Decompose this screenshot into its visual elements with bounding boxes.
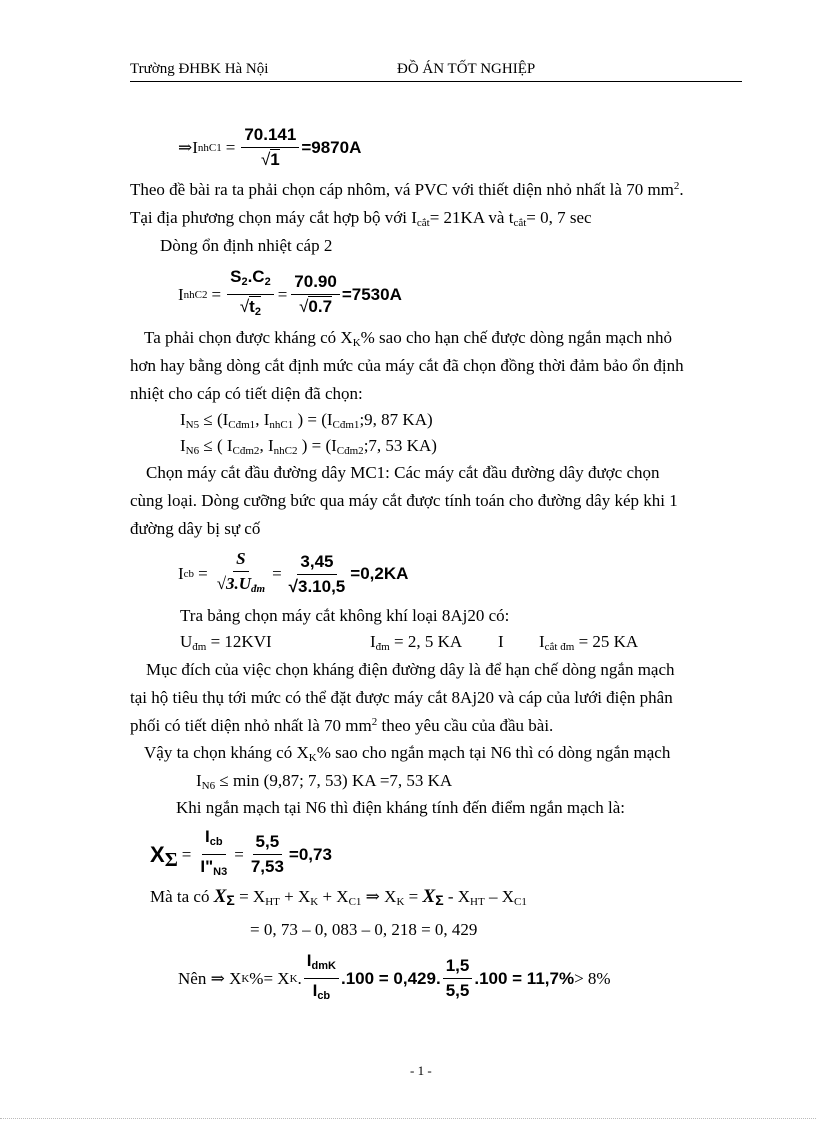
text-span: I [178, 284, 184, 304]
text-span: K [396, 896, 405, 908]
text-span: ;9, 87 KA) [359, 410, 433, 429]
text-span: K [241, 972, 250, 985]
text-span: cắt [513, 217, 527, 229]
paragraph-reactance: Khi ngắn mạch tại N6 thì điện kháng tính đến điểm ngắn mạch là: [176, 798, 625, 817]
text-span: 1 [270, 150, 280, 169]
text-span: I [180, 436, 186, 455]
text-span: ≤ ( I [199, 436, 233, 455]
text-span: 70.90 [291, 271, 340, 295]
text-span: I [312, 981, 318, 1000]
text-span: 7,53 [250, 857, 284, 876]
equation-xk-value: = 0, 73 – 0, 083 – 0, 218 = 0, 429 [250, 920, 478, 939]
paragraph-purpose-2: tại hộ tiêu thụ tới mức có thể đặt được máy cắt 8Aj20 và cáp của lưới điện phân [130, 688, 673, 707]
text-span: Cđm1 [332, 419, 360, 431]
text-span: . [679, 180, 684, 199]
text-span: =0,73 [288, 844, 332, 864]
text-span: = [225, 137, 236, 157]
text-span: 2 [241, 276, 248, 288]
text-span: %= X [249, 968, 290, 988]
text-span: Cđm2 [232, 445, 260, 457]
paragraph-purpose: Mục đích của việc chọn kháng điện đường dây là để hạn chế dòng ngắn mạch [146, 660, 675, 679]
paragraph-reactor-choice-2: hơn hay bằng dòng cắt định mức của máy cắt đã chọn đồng thời đảm bảo ổn định [130, 356, 684, 375]
breaker-ratings [180, 632, 740, 656]
header-school: Trường ĐHBK Hà Nội [130, 61, 269, 77]
header-rule [130, 81, 742, 82]
text-span: 2 [254, 306, 261, 318]
paragraph-reactor-select [144, 743, 670, 764]
equation-inhc1: ⇒I nhC1 = $\frac{70.141}{√1}$ =9870A [178, 125, 362, 169]
text-span: N5 [185, 419, 200, 431]
text-span: I [539, 632, 545, 651]
text-span: .100 = 11,7% [474, 968, 575, 988]
text-span: ;7, 53 KA) [363, 436, 437, 455]
inequality-n5 [180, 410, 433, 431]
paragraph-mc1-3: đường dây bị sự cố [130, 519, 261, 538]
text-span: = 12KVI [206, 632, 272, 651]
text-span: = [404, 887, 423, 906]
text-span: nhC2 [183, 288, 208, 301]
text-span: nhC2 [273, 445, 298, 457]
text-span: = [211, 284, 222, 304]
text-span: I [196, 771, 202, 790]
text-span: = 25 KA [574, 632, 639, 651]
text-span: = [198, 564, 208, 583]
paragraph-reactor-choice-3: nhiệt cho cáp có tiết diện đã chọn: [130, 384, 363, 403]
paragraph-mc1: Chọn máy cắt đầu đường dây MC1: Các máy cắt đầu đường dây được chọn [146, 463, 660, 482]
text-span: cắt [416, 217, 430, 229]
text-span: Tại địa phương chọn máy cắt hợp bộ với I [130, 208, 417, 227]
equation-inhc2: I nhC2 = $\frac{S_2.C_2}{√t_2}$ = $\frac{70.90}{√0.7}$ =7530A [178, 267, 402, 318]
text-span: = 21KA và t [429, 208, 514, 227]
text-span: U [180, 632, 193, 651]
text-span: = X [234, 887, 266, 906]
text-span: =9870A [301, 137, 362, 157]
text-span: = [181, 844, 192, 864]
text-span: - X [443, 887, 471, 906]
paragraph-purpose-3 [130, 716, 553, 736]
equation-xsigma [150, 826, 332, 883]
text-span: = [272, 564, 282, 583]
text-span: nhC1 [269, 419, 294, 431]
text-span: % sao cho hạn chế được dòng ngắn mạch nhỏ [360, 328, 673, 347]
text-span: cb [317, 990, 331, 1002]
text-span: HT [470, 896, 485, 908]
text-span: t [249, 297, 255, 316]
text-span: S [230, 267, 242, 286]
paragraph-mc1-2: cùng loại. Dòng cưỡng bức qua máy cắt được tính toán cho đường dây kép khi 1 [130, 491, 678, 510]
text-span: cb [209, 836, 223, 848]
text-span: Σ [164, 849, 178, 871]
text-span: 5,5 [253, 831, 283, 855]
text-span: I" [200, 857, 214, 876]
text-span: =7530A [341, 284, 402, 304]
text-span: cắt đm [544, 641, 575, 653]
text-span: N6 [185, 445, 200, 457]
inequality-n6 [180, 436, 437, 457]
paragraph-table-lookup: Tra bảng chọn máy cắt không khí loại 8Aj20 có: [180, 606, 510, 625]
text-span: I [498, 632, 504, 651]
paragraph-reactor-choice [144, 328, 672, 349]
inequality-in6-min [196, 771, 452, 792]
text-span: dmK [311, 960, 336, 972]
equation-xk [150, 886, 527, 908]
text-span: Nên ⇒ X [178, 968, 242, 988]
text-span: Mà ta có [150, 887, 214, 906]
text-span: = 2, 5 KA [389, 632, 463, 651]
text-span: Cđm2 [336, 445, 364, 457]
text-span: = 0, 7 sec [526, 208, 592, 227]
text-span: , I [255, 410, 270, 429]
text-span: √3.10,5 [288, 576, 346, 596]
text-span: C1 [514, 896, 527, 908]
text-span: K [308, 752, 317, 764]
paragraph-breaker-choice [130, 208, 592, 229]
text-span: N6 [201, 780, 216, 792]
text-span: + X [279, 887, 311, 906]
text-span: – X [484, 887, 514, 906]
text-span: I [178, 564, 184, 583]
text-span: Σ [435, 892, 444, 908]
text-span: 2 [371, 716, 378, 728]
text-span: theo yêu cầu của đầu bài. [377, 716, 554, 735]
header-title: ĐỒ ÁN TỐT NGHIỆP [397, 61, 536, 77]
text-span: S [233, 548, 248, 572]
text-span: 70.141 [241, 124, 299, 148]
text-span: > 8% [574, 968, 611, 988]
text-span: 3,45 [297, 551, 336, 575]
page-number: - 1 - [410, 1063, 432, 1078]
text-span: HT [265, 896, 280, 908]
text-span: Ta phải chọn được kháng có X [144, 328, 353, 347]
text-span: , I [259, 436, 274, 455]
text-span: .C [247, 267, 265, 286]
text-span: K [310, 896, 319, 908]
text-span: C1 [348, 896, 362, 908]
text-span: X [422, 886, 436, 907]
text-span: X [150, 841, 165, 867]
text-span: 5,5 [445, 981, 470, 1000]
text-span: . [297, 968, 302, 988]
text-span: Cđm1 [228, 419, 256, 431]
text-span: % sao cho ngắn mạch tại N6 thì có dòng ngắn mạch [316, 743, 671, 762]
text-span: √3.U [216, 574, 252, 593]
text-span: X [213, 886, 227, 907]
page-bottom-divider [0, 1118, 816, 1119]
text-span: = [277, 284, 288, 304]
text-span: I [205, 827, 210, 846]
text-span: đm [375, 641, 390, 653]
text-span: ≤ (I [199, 410, 229, 429]
text-span: I [306, 951, 312, 970]
paragraph-cable-choice [130, 180, 684, 200]
text-span: K [352, 337, 361, 349]
text-span: nhC1 [197, 141, 222, 154]
text-span: 2 [673, 180, 680, 192]
text-span: Vậy ta chọn kháng có X [144, 743, 309, 762]
text-span: ) = (I [297, 436, 337, 455]
text-span: ⇒I [178, 137, 198, 157]
text-span: I [370, 632, 376, 651]
text-span: I [180, 410, 186, 429]
text-span: phối có tiết diện nhỏ nhất là 70 mm [130, 716, 372, 735]
text-span: =0,2KA [350, 564, 409, 583]
equation-icb [178, 548, 408, 600]
text-span: Theo đề bài ra ta phải chọn cáp nhôm, vá PVC với thiết diện nhỏ nhất là 70 mm [130, 180, 674, 199]
text-span: đm [192, 641, 207, 653]
text-span: = [234, 844, 244, 864]
text-span: ⇒ X [361, 887, 397, 906]
text-span: Σ [226, 892, 235, 908]
text-span: ≤ min (9,87; 7, 53) KA =7, 53 KA [215, 771, 453, 790]
text-span: N3 [213, 866, 228, 878]
text-span: đm [251, 583, 266, 595]
equation-xk-percent [178, 950, 611, 1007]
text-span: ) = (I [293, 410, 333, 429]
text-span: + X [318, 887, 349, 906]
paragraph-thermal-current: Dòng ổn định nhiệt cáp 2 [160, 236, 333, 255]
text-span: K [289, 972, 298, 985]
text-span: .100 = 0,429. [340, 968, 441, 988]
text-span: 2 [264, 276, 271, 288]
text-span: cb [183, 568, 195, 580]
text-span: 1,5 [443, 955, 473, 979]
text-span: 0.7 [308, 297, 333, 316]
